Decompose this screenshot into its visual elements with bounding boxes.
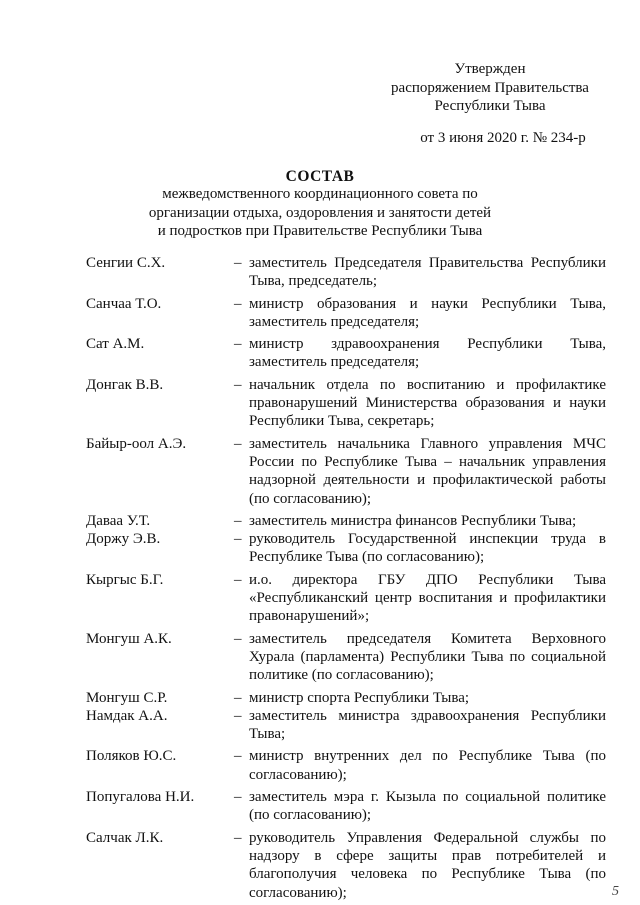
member-role: министр спорта Республики Тыва; — [249, 689, 470, 706]
member-role: руководитель Управления Федеральной службы по надзору в сфере защиты прав потребителей и благополучия человека по Республике Тыва (по согласованию); — [249, 829, 606, 901]
member-name: Байыр-оол А.Э. — [86, 435, 187, 452]
member-dash: – — [234, 295, 242, 312]
member-dash: – — [234, 789, 242, 806]
member-name: Намдак А.А. — [86, 707, 168, 724]
subtitle-line-1: межведомственного координационного совета по — [162, 186, 478, 202]
approval-date: от 3 июня 2020 г. № 234-р — [420, 129, 586, 146]
member-row — [86, 295, 606, 332]
approval-block — [370, 60, 610, 147]
member-role: заместитель министра здравоохранения Республики Тыва; — [249, 707, 606, 743]
member-row — [86, 435, 606, 508]
member-name: Кыргыс Б.Г. — [86, 571, 164, 588]
member-row — [86, 747, 606, 784]
member-role: и.о. директора ГБУ ДПО Республики Тыва «Республиканский центр воспитания и профилактики правонарушений»; — [249, 571, 606, 625]
member-name: Сат А.М. — [86, 336, 145, 353]
document-subtitle — [100, 185, 540, 241]
member-dash: – — [234, 707, 242, 724]
member-dash: – — [234, 512, 242, 529]
member-role: руководитель Государственной инспекции труда в Республике Тыва (по согласованию); — [249, 531, 606, 566]
page-number: 5 — [612, 884, 619, 899]
subtitle-line-3: и подростков при Правительстве Республики Тыва — [157, 223, 483, 239]
member-dash: – — [234, 689, 242, 706]
member-dash: – — [234, 829, 242, 846]
member-name: Поляков Ю.С. — [86, 748, 177, 765]
subtitle-line-2: организации отдыха, оздоровления и занятости детей — [148, 204, 492, 221]
member-name: Попугалова Н.И. — [86, 789, 195, 806]
member-name: Салчак Л.К. — [86, 829, 164, 846]
members-list — [86, 254, 606, 902]
member-row — [86, 788, 606, 825]
member-role: министр здравоохранения Республики Тыва, заместитель председателя; — [249, 336, 606, 371]
member-dash: – — [234, 571, 242, 588]
member-dash: – — [234, 255, 242, 271]
member-name: Сенгии С.Х. — [86, 255, 166, 271]
member-row — [86, 376, 606, 431]
member-row — [86, 530, 606, 567]
member-row — [86, 630, 606, 685]
document-title: СОСТАВ — [285, 168, 355, 185]
member-name: Санчаа Т.О. — [86, 295, 162, 312]
member-role: заместитель Председателя Правительства Республики Тыва, председатель; — [249, 255, 606, 290]
member-dash: – — [234, 630, 242, 647]
member-name: Монгуш С.Р. — [86, 689, 168, 706]
member-name: Донгак В.В. — [86, 376, 164, 393]
member-role: начальник отдела по воспитанию и профилактике правонарушений Министерства образования и науки Республики Тыва, секретарь; — [249, 376, 606, 430]
member-row — [86, 512, 606, 530]
approval-line-3: Республики Тыва — [434, 98, 546, 114]
member-role: заместитель начальника Главного управления МЧС России по Республике Тыва – начальник управления надзорной деятельности и профилактической работы (по согласованию); — [249, 435, 606, 507]
member-row — [86, 707, 606, 744]
member-role: заместитель председателя Комитета Верховного Хурала (парламента) Республики Тыва по социальной политике (по согласованию); — [249, 630, 606, 684]
member-dash: – — [234, 376, 242, 393]
member-row — [86, 689, 606, 707]
member-name: Доржу Э.В. — [86, 531, 161, 548]
member-role: министр образования и науки Республики Тыва, заместитель председателя; — [249, 295, 606, 330]
member-role: заместитель министра финансов Республики Тыва; — [249, 512, 577, 529]
member-name: Монгуш А.К. — [86, 630, 172, 647]
member-row — [86, 254, 606, 291]
member-dash: – — [234, 336, 242, 353]
member-role: министр внутренних дел по Республике Тыва (по согласованию); — [249, 748, 606, 783]
member-dash: – — [234, 531, 242, 548]
member-name: Даваа У.Т. — [86, 512, 151, 529]
member-row — [86, 335, 606, 372]
approval-line-2: распоряжением Правительства — [391, 79, 589, 96]
member-dash: – — [234, 748, 242, 765]
member-dash: – — [234, 435, 242, 452]
member-role: заместитель мэра г. Кызыла по социальной политике (по согласованию); — [249, 789, 606, 824]
approval-line-1: Утвержден — [454, 61, 526, 77]
member-row — [86, 829, 606, 902]
member-row — [86, 571, 606, 626]
